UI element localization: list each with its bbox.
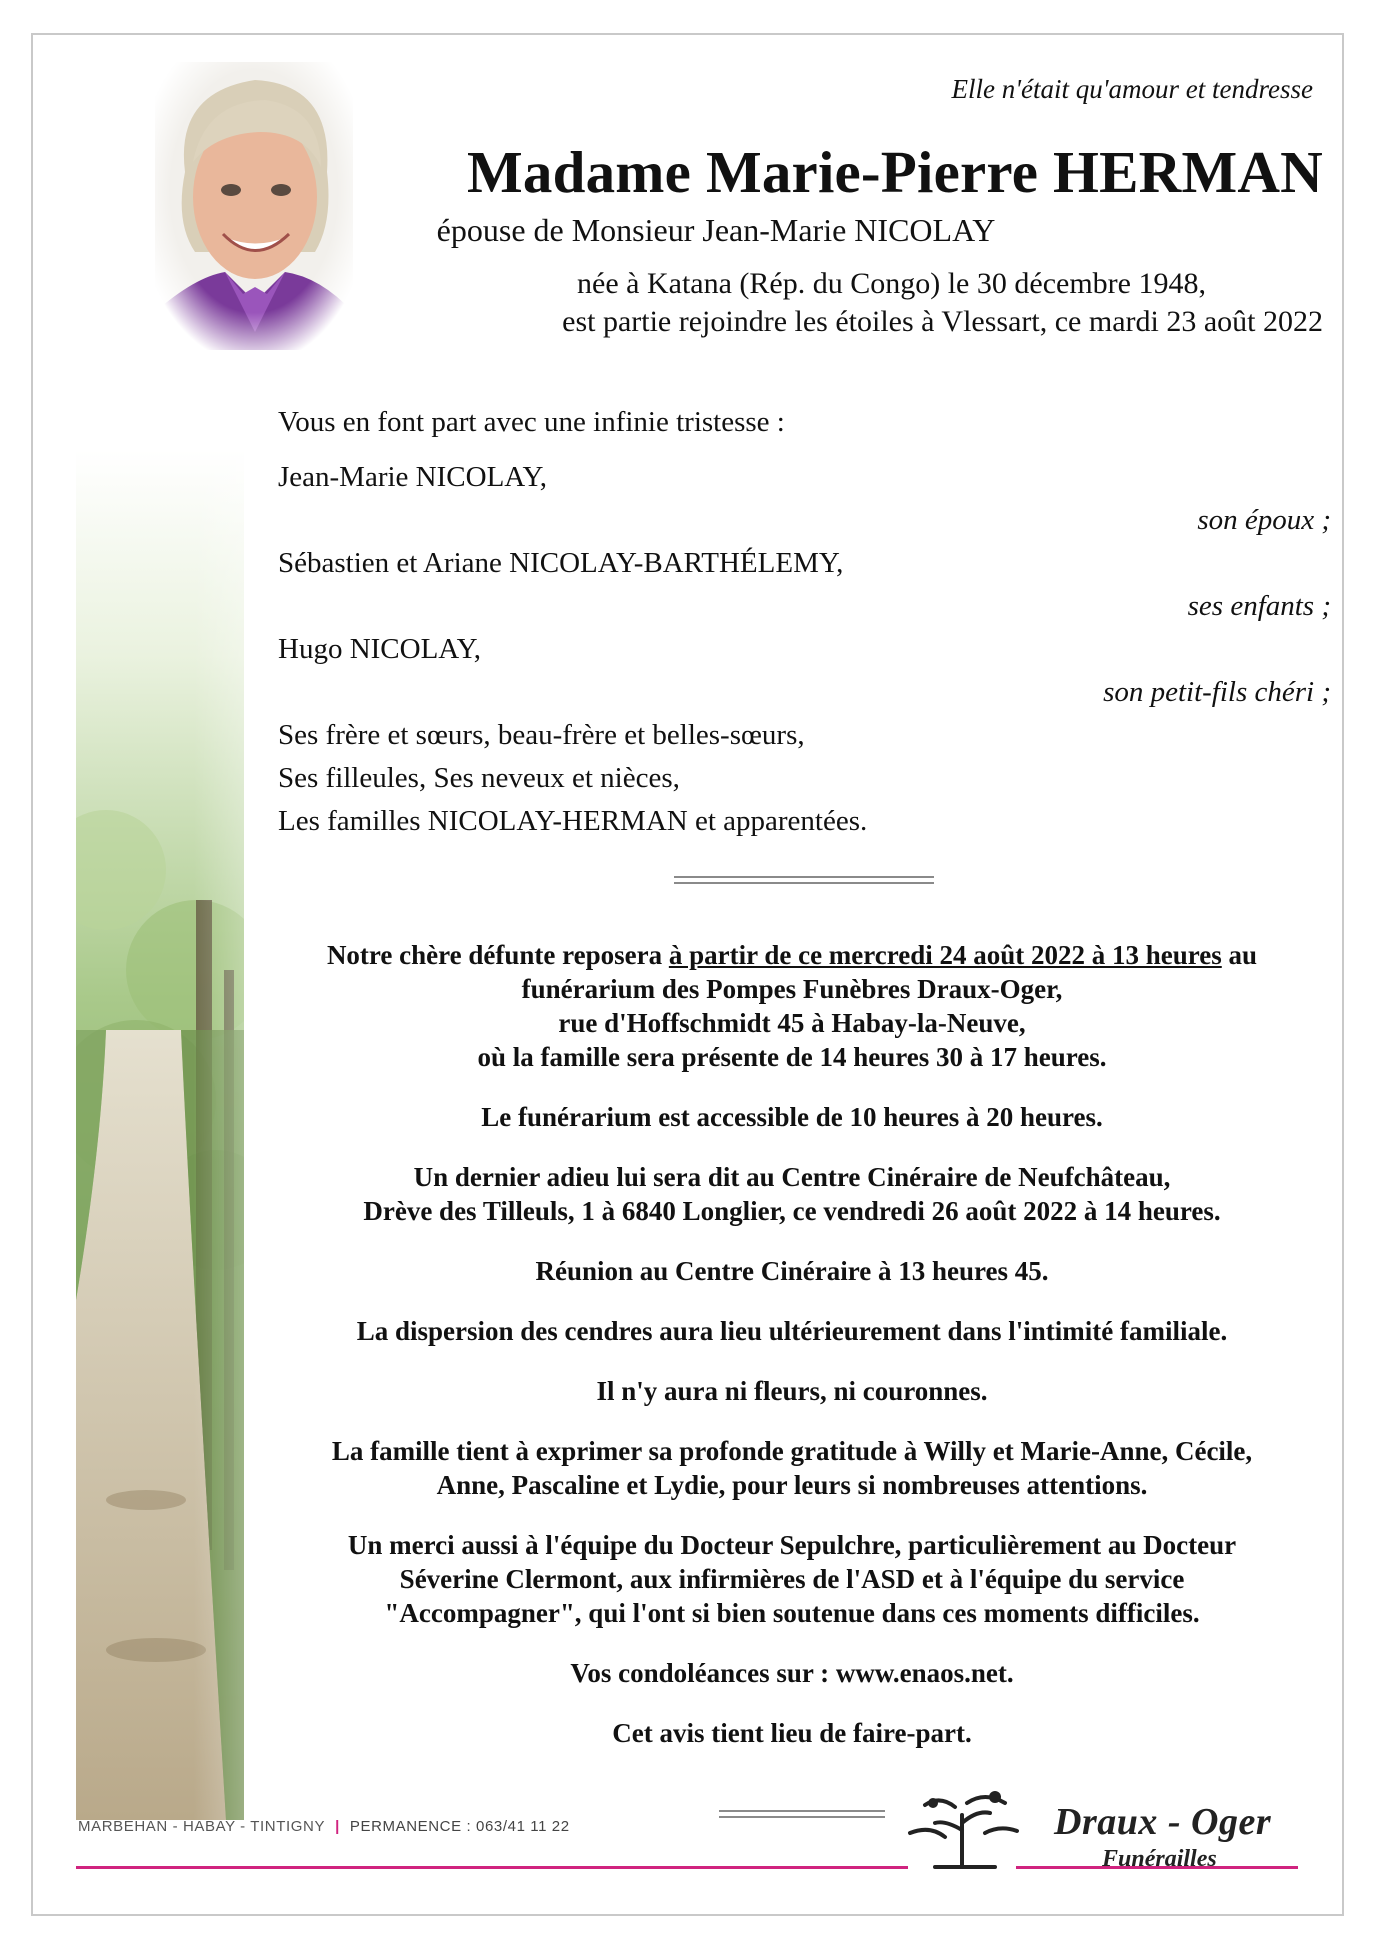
footer-separator: | <box>335 1818 340 1835</box>
family-member-name: Jean-Marie NICOLAY, <box>278 461 548 493</box>
family-member-role: son petit-fils chéri ; <box>1103 676 1331 708</box>
rest-text-end: au <box>1221 940 1258 970</box>
rest-hours: où la famille sera présente de 14 heures 30 à 17 heures. <box>477 1042 1107 1072</box>
footer-double-rule <box>719 1810 885 1818</box>
family-member-role: ses enfants ; <box>1187 590 1331 622</box>
company-logo-text: Draux - Oger <box>1054 1801 1272 1843</box>
family-member-role: son époux ; <box>1197 504 1331 536</box>
reunion-paragraph: Réunion au Centre Cinéraire à 13 heures 45. <box>535 1256 1049 1286</box>
rest-location: funérarium des Pompes Funèbres Draux-Oger, <box>521 974 1063 1004</box>
double-rule-divider <box>674 876 934 884</box>
spouse-line: épouse de Monsieur Jean-Marie NICOLAY <box>436 212 996 248</box>
thanks-paragraph <box>262 1528 1322 1630</box>
dispersion-paragraph: La dispersion des cendres aura lieu ultérieurement dans l'intimité familiale. <box>356 1316 1228 1346</box>
rest-paragraph <box>262 938 1322 1074</box>
access-paragraph: Le funérarium est accessible de 10 heures à 20 heures. <box>481 1102 1103 1132</box>
gratitude-paragraph <box>262 1434 1322 1502</box>
company-logo-subtitle: Funérailles <box>1102 1846 1217 1872</box>
adieu-line: Drève des Tilleuls, 1 à 6840 Longlier, ce vendredi 26 août 2022 à 14 heures. <box>363 1196 1221 1226</box>
footer-permanence: PERMANENCE : 063/41 11 22 <box>349 1818 570 1835</box>
rest-address: rue d'Hoffschmidt 45 à Habay-la-Neuve, <box>558 1008 1026 1038</box>
birth-death-info <box>420 265 1323 341</box>
birth-line: née à Katana (Rép. du Congo) le 30 décembre 1948, <box>577 267 1206 300</box>
family-intro: Vous en font part avec une infinie tristesse : <box>278 406 785 438</box>
death-line: est partie rejoindre les étoiles à Vlessart, ce mardi 23 août 2022 <box>562 305 1323 338</box>
family-other: Ses filleules, Ses neveux et nièces, <box>278 762 680 794</box>
adieu-paragraph <box>262 1160 1322 1228</box>
thanks-line: "Accompagner", qui l'ont si bien soutenue dans ces moments difficiles. <box>384 1598 1200 1628</box>
footer-pink-line-left <box>76 1866 908 1869</box>
footer-contact <box>78 1818 570 1835</box>
family-member-name: Sébastien et Ariane NICOLAY-BARTHÉLEMY, <box>278 547 844 579</box>
rest-text: Notre chère défunte reposera <box>326 940 669 970</box>
portrait-photo <box>155 62 353 350</box>
thanks-line: Un merci aussi à l'équipe du Docteur Sepulchre, particulièrement au Docteur <box>347 1530 1237 1560</box>
gratitude-line: La famille tient à exprimer sa profonde gratitude à Willy et Marie-Anne, Cécile, <box>331 1436 1253 1466</box>
footer-locations: MARBEHAN - HABAY - TINTIGNY <box>78 1818 326 1835</box>
family-member-name: Hugo NICOLAY, <box>278 633 482 665</box>
gratitude-line: Anne, Pascaline et Lydie, pour leurs si nombreuses attentions. <box>436 1470 1148 1500</box>
forest-path-image <box>76 450 244 1820</box>
deceased-name: Madame Marie-Pierre HERMAN <box>466 139 1323 205</box>
epitaph-quote: Elle n'était qu'amour et tendresse <box>951 74 1313 104</box>
adieu-line: Un dernier adieu lui sera dit au Centre Cinéraire de Neufchâteau, <box>413 1162 1171 1192</box>
rest-date: à partir de ce mercredi 24 août 2022 à 13 heures <box>668 940 1222 970</box>
family-other: Les familles NICOLAY-HERMAN et apparentées. <box>278 805 868 837</box>
family-list <box>278 400 1331 843</box>
condolences-paragraph: Vos condoléances sur : www.enaos.net. <box>570 1658 1014 1688</box>
thanks-line: Séverine Clermont, aux infirmières de l'ASD et à l'équipe du service <box>399 1564 1185 1594</box>
ceremony-info <box>262 938 1322 1776</box>
family-other: Ses frère et sœurs, beau-frère et belles-sœurs, <box>278 719 805 751</box>
tree-logo-icon <box>905 1785 1020 1870</box>
notice-paragraph: Cet avis tient lieu de faire-part. <box>612 1718 972 1748</box>
flowers-paragraph: Il n'y aura ni fleurs, ni couronnes. <box>596 1376 988 1406</box>
